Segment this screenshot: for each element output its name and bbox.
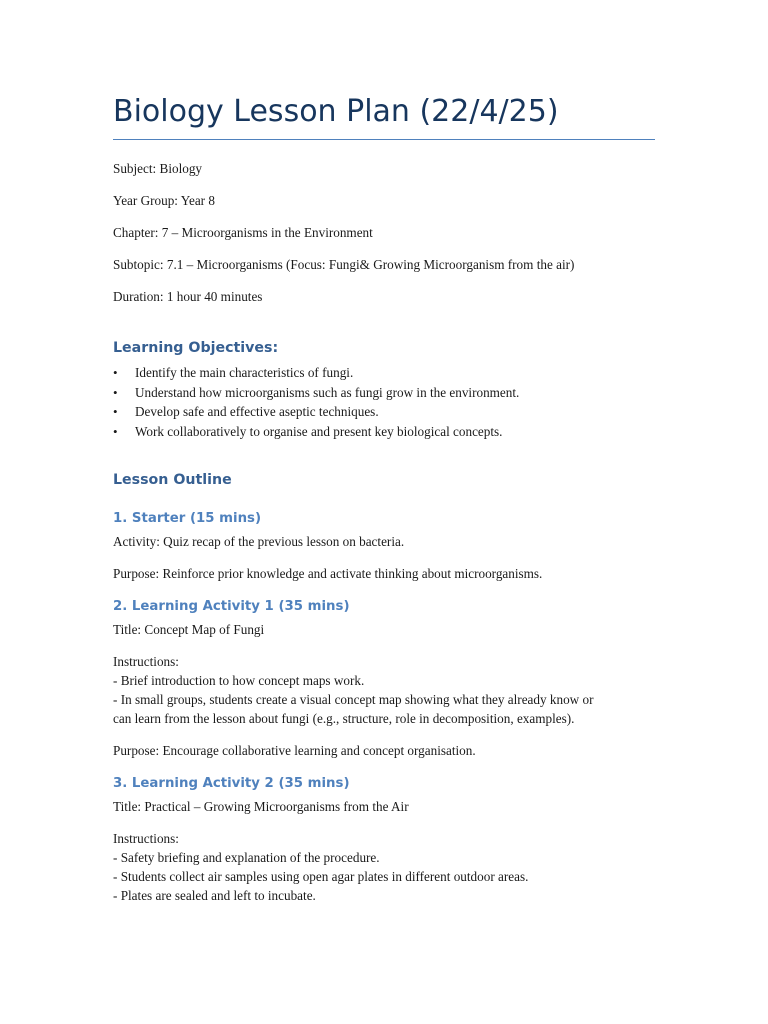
year-group-line: Year Group: Year 8: [113, 193, 215, 208]
starter-purpose: Purpose: Reinforce prior knowledge and activate thinking about microorganisms.: [113, 566, 543, 581]
starter-heading: 1. Starter (15 mins): [113, 511, 262, 526]
activity2-title: Title: Practical – Growing Microorganisms from the Air: [113, 799, 409, 814]
activity2-instruction-3: - Plates are sealed and left to incubate.: [113, 888, 316, 903]
chapter-line: Chapter: 7 – Microorganisms in the Environment: [113, 225, 373, 240]
list-item: • Develop safe and effective aseptic techniques.: [113, 402, 519, 422]
objectives-list: [113, 363, 519, 441]
activity2-instruction-2: - Students collect air samples using open agar plates in different outdoor areas.: [113, 869, 529, 884]
title-underline: [113, 139, 655, 140]
list-item: • Understand how microorganisms such as fungi grow in the environment.: [113, 383, 519, 403]
activity1-purpose: Purpose: Encourage collaborative learning and concept organisation.: [113, 743, 476, 758]
subject-line: Subject: Biology: [113, 161, 203, 176]
bullet-icon: •: [113, 423, 118, 439]
document-title: Biology Lesson Plan (22/4/25): [113, 94, 559, 129]
activity1-heading: 2. Learning Activity 1 (35 mins): [113, 599, 350, 614]
bullet-icon: •: [113, 365, 118, 380]
duration-line: Duration: 1 hour 40 minutes: [113, 289, 263, 304]
activity2-instruction-1: - Safety briefing and explanation of the procedure.: [113, 850, 380, 865]
subtopic-line: Subtopic: 7.1 – Microorganisms (Focus: Fungi& Growing Microorganism from the air): [113, 257, 575, 272]
activity1-title: Title: Concept Map of Fungi: [113, 622, 265, 637]
activity2-heading: 3. Learning Activity 2 (35 mins): [113, 776, 350, 791]
activity2-instructions-label: Instructions:: [113, 831, 179, 846]
list-item: • Work collaboratively to organise and present key biological concepts.: [113, 422, 519, 442]
list-item: • Identify the main characteristics of fungi.: [113, 363, 519, 383]
objectives-heading: Learning Objectives:: [113, 340, 279, 356]
activity1-instruction-3: can learn from the lesson about fungi (e.g., structure, role in decomposition, examples).: [113, 711, 575, 726]
outline-heading: Lesson Outline: [113, 472, 232, 488]
activity1-instruction-2: - In small groups, students create a visual concept map showing what they already know or: [113, 692, 594, 707]
bullet-icon: •: [113, 384, 118, 400]
bullet-icon: •: [113, 404, 118, 419]
activity1-instructions-label: Instructions:: [113, 654, 179, 669]
activity1-instruction-1: - Brief introduction to how concept maps work.: [113, 673, 365, 688]
starter-activity: Activity: Quiz recap of the previous lesson on bacteria.: [113, 534, 405, 549]
